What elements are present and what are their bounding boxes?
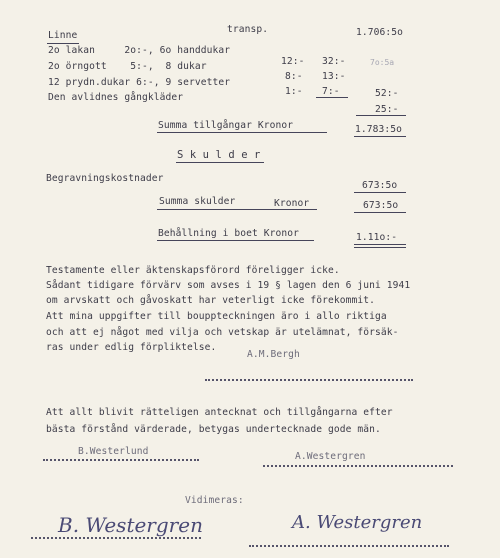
linne-row-2-col2: 13:- xyxy=(322,71,346,82)
statement-line-6: ras under edlig förpliktelse. xyxy=(46,342,217,353)
linne-row-3: 12 prydn.dukar 6:-, 9 servetter xyxy=(48,77,231,88)
linne-row-1-col1: 12:- xyxy=(281,56,305,67)
faint-mark: 7o:5a xyxy=(370,58,395,67)
summa-skulder-underline xyxy=(157,209,317,210)
appraiser-1-signature-line xyxy=(43,459,199,461)
subtotal-underline xyxy=(316,97,348,98)
summa-skulder-label: Summa skulder xyxy=(159,196,236,207)
linne-row-3-total: 52:- xyxy=(375,88,399,99)
witness-signature-1: B. Westergren xyxy=(58,513,203,537)
transp-amount: 1.706:5o xyxy=(356,27,404,38)
appraiser-1-name: B.Westerlund xyxy=(78,446,149,457)
linne-row-3-col2: 7:- xyxy=(322,86,340,97)
witness-signature-2: A. Westergren xyxy=(292,512,423,533)
behallning-amount-underline-2 xyxy=(354,247,406,248)
linne-row-2-col1: 8:- xyxy=(285,71,303,82)
linne-row-1-col2: 32:- xyxy=(322,56,346,67)
declarant-signature-line xyxy=(205,379,413,381)
skulder-underline xyxy=(176,162,264,163)
vidimeras-label: Vidimeras: xyxy=(185,495,244,506)
kladder-text: Den avlidnes gångkläder xyxy=(48,92,184,103)
summa-tillgangar-underline xyxy=(157,132,327,133)
begravning-amount: 673:5o xyxy=(362,180,398,191)
skulder-heading: S k u l d e r xyxy=(177,149,261,161)
behallning-label: Behållning i boet Kronor xyxy=(158,228,300,239)
behallning-amount-underline-1 xyxy=(354,244,406,245)
transp-label: transp. xyxy=(227,24,269,35)
declarant-name: A.M.Bergh xyxy=(247,349,300,360)
summa-tillgangar-amount-underline xyxy=(354,136,406,137)
appraiser-2-name: A.Westergren xyxy=(295,451,366,462)
linne-underline xyxy=(47,43,79,44)
statement-line-5: och att ej något med vilja och vetskap är utelämnat, försäk- xyxy=(46,327,399,338)
summa-tillgangar-label: Summa tillgångar Kronor xyxy=(158,120,294,131)
statement-line-1: Testamente eller äktenskapsförord föreligger icke. xyxy=(46,265,340,276)
kladder-total-underline xyxy=(356,115,406,116)
summa-skulder-amount: 673:5o xyxy=(363,200,399,211)
linne-heading: Linne xyxy=(48,30,78,41)
linne-row-3-col1: 1:- xyxy=(285,86,303,97)
linne-row-1: 2o lakan 2o:-, 6o handdukar xyxy=(48,45,231,56)
kladder-amount: 25:- xyxy=(375,104,399,115)
witness-line-2: bästa förstånd värderade, betygas undertecknade gode män. xyxy=(46,424,381,435)
begravning-label: Begravningskostnader xyxy=(46,173,164,184)
behallning-amount: 1.11o:- xyxy=(356,232,398,243)
appraiser-2-signature-line xyxy=(263,465,453,467)
summa-skulder-amount-underline xyxy=(354,212,406,213)
linne-row-2: 2o örngott 5:-, 8 dukar xyxy=(48,61,207,72)
statement-line-3: om arvskatt och gåvoskatt har veterligt icke förekommit. xyxy=(46,295,376,306)
begravning-underline xyxy=(354,192,406,193)
summa-skulder-currency: Kronor xyxy=(274,198,310,209)
statement-line-4: Att mina uppgifter till bouppteckningen äro i allo riktiga xyxy=(46,311,387,322)
vidimeras-line-2 xyxy=(249,545,449,547)
summa-tillgangar-amount: 1.783:5o xyxy=(355,124,403,135)
statement-line-2: Sådant tidigare förvärv som avses i 19 § lagen den 6 juni 1941 xyxy=(46,280,411,291)
behallning-underline xyxy=(157,240,314,241)
vidimeras-line-1 xyxy=(31,537,201,539)
witness-line-1: Att allt blivit rätteligen antecknat och tillgångarna efter xyxy=(46,407,393,418)
